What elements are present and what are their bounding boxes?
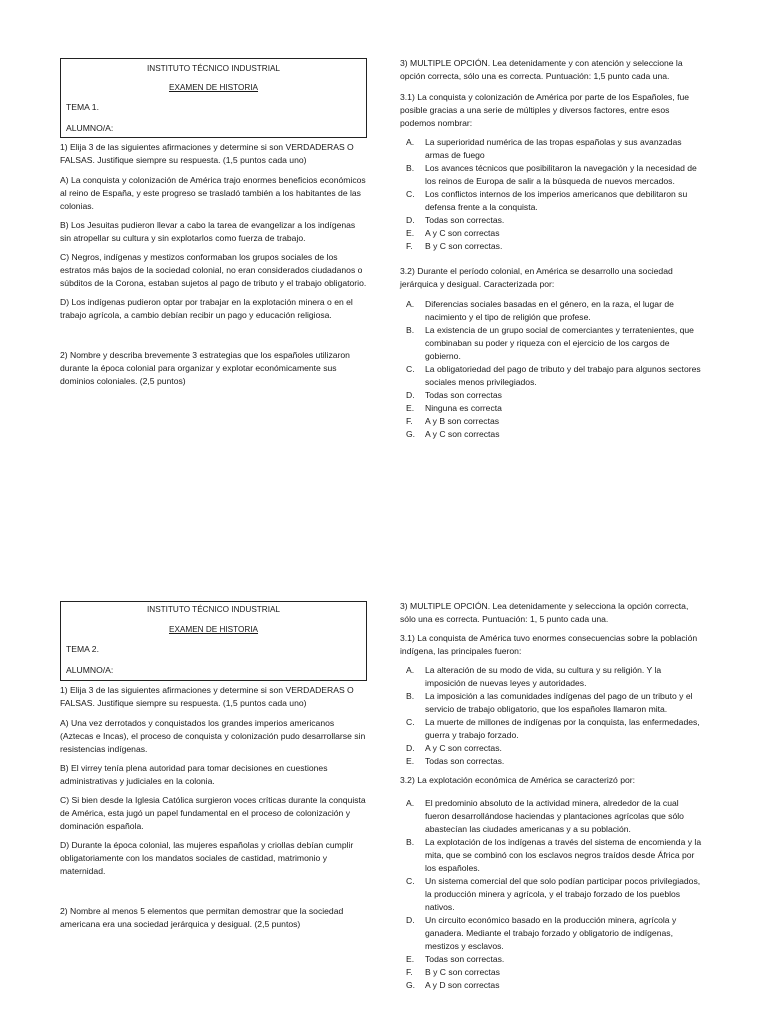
- statement-a: A) Una vez derrotados y conquistados los grandes imperios americanos (Aztecas e Incas), el proceso de conquista y colonización pudo desarrollarse sin resistencias indígenas.: [60, 718, 366, 754]
- option-e: E. Todas son correctas.: [406, 756, 505, 766]
- statement-c: C) Negros, indígenas y mestizos conformaban los grupos sociales de los estratos más bajos de la sociedad colonial, no eran considerados ciudadanos o súbditos de la Corona, estaban sujetos al pago de tributo y el trabajo obligatorio.: [60, 252, 367, 288]
- statement-a: A) La conquista y colonización de América trajo enormes beneficios económicos al reino de España, y este progreso se trasladó también a los habitantes de las colonias.: [60, 175, 366, 211]
- option-c: C. La muerte de millones de indígenas por la conquista, las enfermedades, guerra y trabajo forzado.: [406, 717, 700, 740]
- option-e: E. A y C son correctas: [406, 228, 500, 238]
- question-3-2: 3.2) La explotación económica de América se caracterizó por:: [400, 775, 636, 785]
- tema-label: TEMA 2.: [66, 644, 99, 654]
- option-a: A. Diferencias sociales basadas en el género, en la raza, el lugar de nacimiento y el tipo de religión que profese.: [406, 299, 674, 322]
- option-a: A. El predominio absoluto de la actividad minera, alrededor de la cual fueron desarrollándose haciendas y plantaciones agrícolas que sólo abastecían las ciudades americanas y a su población.: [406, 798, 684, 834]
- option-b: B. La explotación de los indígenas a través del sistema de encomienda y la mita, que se combinó con los esclavos negros traídos desde África por los españoles.: [406, 837, 702, 873]
- option-c: C. Los conflictos internos de los imperios americanos que debilitaron su defensa frente a la conquista.: [406, 189, 688, 212]
- option-e: E. Todas son correctas.: [406, 954, 505, 964]
- exam2-right-column: [400, 600, 704, 996]
- exam-title: EXAMEN DE HISTORIA: [168, 83, 259, 92]
- option-d: D. Todas son correctas: [406, 390, 502, 400]
- statement-d: D) Los indígenas pudieron optar por trabajar en la explotación minera o en el trabajo agrícola, a cambio debían recibir un pago y educación religiosa.: [60, 297, 353, 320]
- option-b: B. Los avances técnicos que posibilitaron la navegación y la necesidad de los reinos de Europa de salir a la búsqueda de nuevos mercados.: [406, 163, 697, 186]
- option-b: B. La imposición a las comunidades indígenas del pago de un tributo y el servicio de trabajo obligatorio, que los españoles llamaron mita.: [406, 691, 693, 714]
- exam1-right-column: [400, 57, 704, 445]
- option-f: F. B y C son correctas: [406, 967, 500, 977]
- option-f: F. B y C son correctas.: [406, 241, 503, 251]
- question-1-prompt: 1) Elija 3 de las siguientes afirmaciones y determine si son VERDADERAS O FALSAS. Justifique siempre su respuesta. (1,5 puntos cada uno): [60, 142, 354, 165]
- statement-d: D) Durante la época colonial, las mujeres españolas y criollas debían cumplir obligatoriamente con los mandatos sociales de castidad, matrimonio y maternidad.: [60, 840, 354, 876]
- institute-title: INSTITUTO TÉCNICO INDUSTRIAL: [147, 605, 280, 614]
- alumno-label: ALUMNO/A:: [66, 665, 114, 675]
- question-3-2-options: [400, 797, 704, 992]
- exam-title: EXAMEN DE HISTORIA: [168, 625, 259, 634]
- exam1-header-box: [60, 58, 367, 138]
- question-3-intro: 3) MULTIPLE OPCIÓN. Lea detenidamente y con atención y seleccione la opción correcta, sólo una es correcta. Puntuación: 1,5 punto cada una.: [400, 58, 683, 81]
- option-g: G. A y D son correctas: [406, 980, 500, 990]
- question-3-1-options: [400, 136, 704, 253]
- question-3-1-options: [400, 664, 704, 768]
- exam1-left-column: [60, 141, 368, 394]
- option-b: B. La existencia de un grupo social de comerciantes y terratenientes, que combinaban su poder y riqueza con el ejercicio de los cargos de gobierno.: [406, 325, 694, 361]
- option-e: E. Ninguna es correcta: [406, 403, 502, 413]
- statement-b: B) Los Jesuitas pudieron llevar a cabo la tarea de evangelizar a los indígenas sin atropellar su cultura y sin explotarlos como fuerza de trabajo.: [60, 220, 356, 243]
- alumno-label: ALUMNO/A:: [66, 123, 114, 133]
- question-3-2: 3.2) Durante el período colonial, en América se desarrollo una sociedad jerárquica y desigual. Caracterizada por:: [400, 266, 673, 289]
- question-2-prompt: 2) Nombre y describa brevemente 3 estrategias que los españoles utilizaron durante la época colonial para organizar y explotar económicamente sus dominios coloniales. (2,5 puntos): [60, 350, 350, 386]
- option-d: D. Todas son correctas.: [406, 215, 505, 225]
- institute-title: INSTITUTO TÉCNICO INDUSTRIAL: [147, 64, 280, 73]
- option-a: A. La alteración de su modo de vida, su cultura y su religión. Y la imposición de nuevas leyes y autoridades.: [406, 665, 662, 688]
- question-3-1: 3.1) La conquista y colonización de América por parte de los Españoles, fue posible gracias a una serie de múltiples y diversos factores, entre esos podemos nombrar:: [400, 92, 690, 128]
- option-c: C. Un sistema comercial del que solo podían participar pocos privilegiados, la producción minera y agrícola, y el trabajo forzado de los pueblos nativos.: [406, 876, 701, 912]
- option-f: F. A y B son correctas: [406, 416, 500, 426]
- option-c: C. La obligatoriedad del pago de tributo y del trabajo para algunos sectores sociales menos privilegiados.: [406, 364, 701, 387]
- question-1-prompt: 1) Elija 3 de las siguientes afirmaciones y determine si son VERDADERAS O FALSAS. Justifique siempre su respuesta. (1,5 puntos cada uno): [60, 685, 354, 708]
- exam2-left-column: [60, 684, 368, 937]
- question-3-intro: 3) MULTIPLE OPCIÓN. Lea detenidamente y selecciona la opción correcta, sólo una es correcta. Puntuación: 1, 5 punto cada una.: [400, 601, 689, 624]
- question-2-prompt: 2) Nombre al menos 5 elementos que permitan demostrar que la sociedad americana era una sociedad jerárquica y desigual. (2,5 puntos): [60, 906, 344, 929]
- exam2-header-box: [60, 601, 367, 681]
- option-g: G. A y C son correctas: [406, 429, 500, 439]
- option-d: D. Un circuito económico basado en la producción minera, agrícola y ganadera. Mediante el trabajo forzado y obligatorio de indígenas, mestizos y esclavos.: [406, 915, 677, 951]
- question-3-2-options: [400, 298, 704, 441]
- statement-b: B) El virrey tenía plena autoridad para tomar decisiones en cuestiones administrativas y judiciales en la colonia.: [60, 763, 328, 786]
- question-3-1: 3.1) La conquista de América tuvo enormes consecuencias sobre la población indígena, las principales fueron:: [400, 633, 698, 656]
- option-d: D. A y C son correctas.: [406, 743, 502, 753]
- tema-label: TEMA 1.: [66, 102, 99, 112]
- option-a: A. La superioridad numérica de las tropas españolas y sus avanzadas armas de fuego: [406, 137, 682, 160]
- statement-c: C) Si bien desde la Iglesia Católica surgieron voces críticas durante la conquista de América, esta jugó un papel fundamental en el proceso de colonización y dominación española.: [60, 795, 366, 831]
